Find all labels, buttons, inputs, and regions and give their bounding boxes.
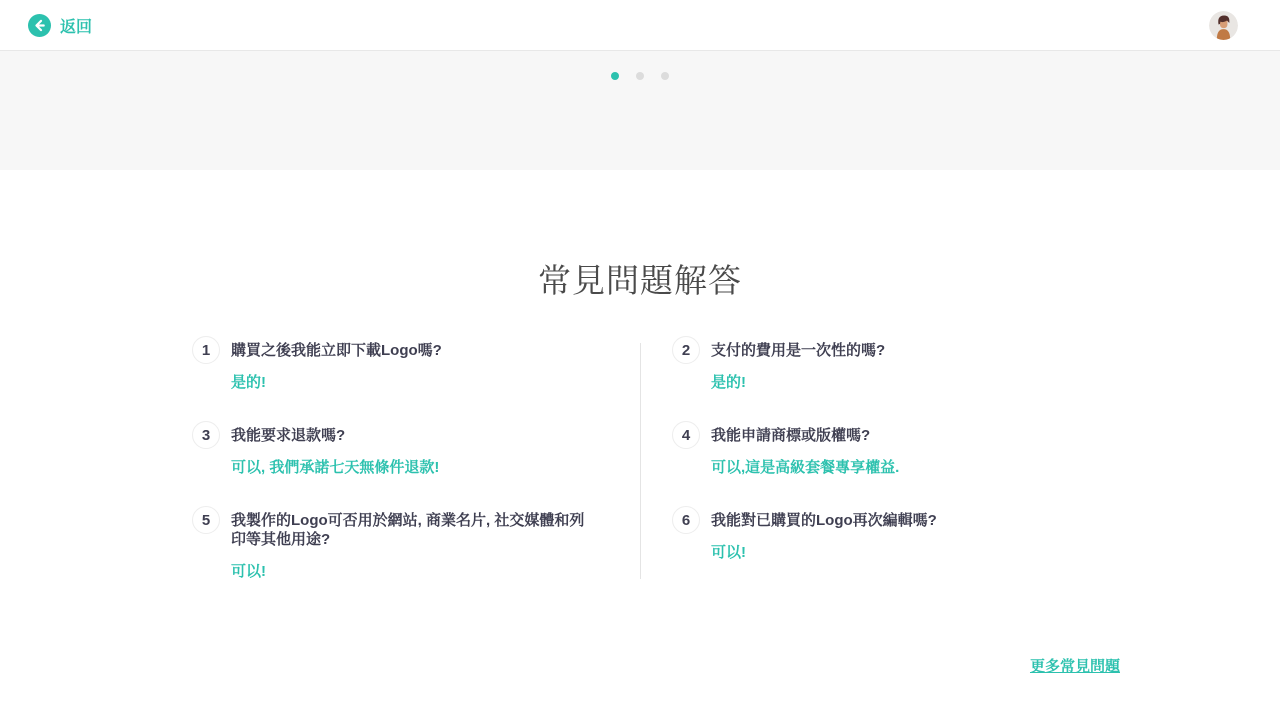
more-faq-link[interactable]: 更多常見問題 <box>1029 658 1120 675</box>
arrow-left-circle-icon <box>28 14 51 37</box>
faq-answer: 可以! <box>231 563 266 580</box>
faq-number-badge: 2 <box>672 336 700 364</box>
faq-item-4 <box>640 422 1088 477</box>
carousel-dot-active[interactable] <box>611 72 619 80</box>
faq-item-5 <box>192 507 640 581</box>
carousel-dots <box>603 72 678 80</box>
faq-item-2 <box>640 337 1088 392</box>
user-avatar[interactable] <box>1209 11 1238 40</box>
faq-number-badge: 5 <box>192 506 220 534</box>
faq-number-badge: 1 <box>192 336 220 364</box>
faq-question: 我能要求退款嗎? <box>231 427 346 444</box>
faq-item-3 <box>192 422 640 477</box>
faq-answer: 可以! <box>711 544 746 561</box>
footer-row <box>160 655 1120 676</box>
faq-question: 我能對已購買的Logo再次編輯嗎? <box>711 512 937 529</box>
faq-number-badge: 4 <box>672 421 700 449</box>
faq-question: 購買之後我能立即下載Logo嗎? <box>231 342 442 359</box>
faq-item-1 <box>192 337 640 392</box>
faq-answer: 可以,這是高級套餐專享權益. <box>711 459 900 476</box>
faq-item-6 <box>640 507 1088 581</box>
faq-question: 我能申請商標或版權嗎? <box>711 427 871 444</box>
faq-answer: 是的! <box>231 374 266 391</box>
carousel-band <box>0 51 1280 170</box>
page-title: 常見問題解答 <box>538 262 742 299</box>
faq-answer: 是的! <box>711 374 746 391</box>
faq-question: 支付的費用是一次性的嗎? <box>711 342 886 359</box>
faq-answer: 可以, 我們承諾七天無條件退款! <box>231 459 440 476</box>
faq-section <box>192 337 1088 581</box>
carousel-dot[interactable] <box>636 72 644 80</box>
column-divider <box>640 343 641 579</box>
faq-number-badge: 3 <box>192 421 220 449</box>
back-button[interactable] <box>28 14 92 37</box>
header <box>0 0 1280 51</box>
faq-number-badge: 6 <box>672 506 700 534</box>
faq-question: 我製作的Logo可否用於網站, 商業名片, 社交媒體和列印等其他用途? <box>231 512 585 548</box>
carousel-dot[interactable] <box>661 72 669 80</box>
back-button-label: 返回 <box>60 18 93 36</box>
